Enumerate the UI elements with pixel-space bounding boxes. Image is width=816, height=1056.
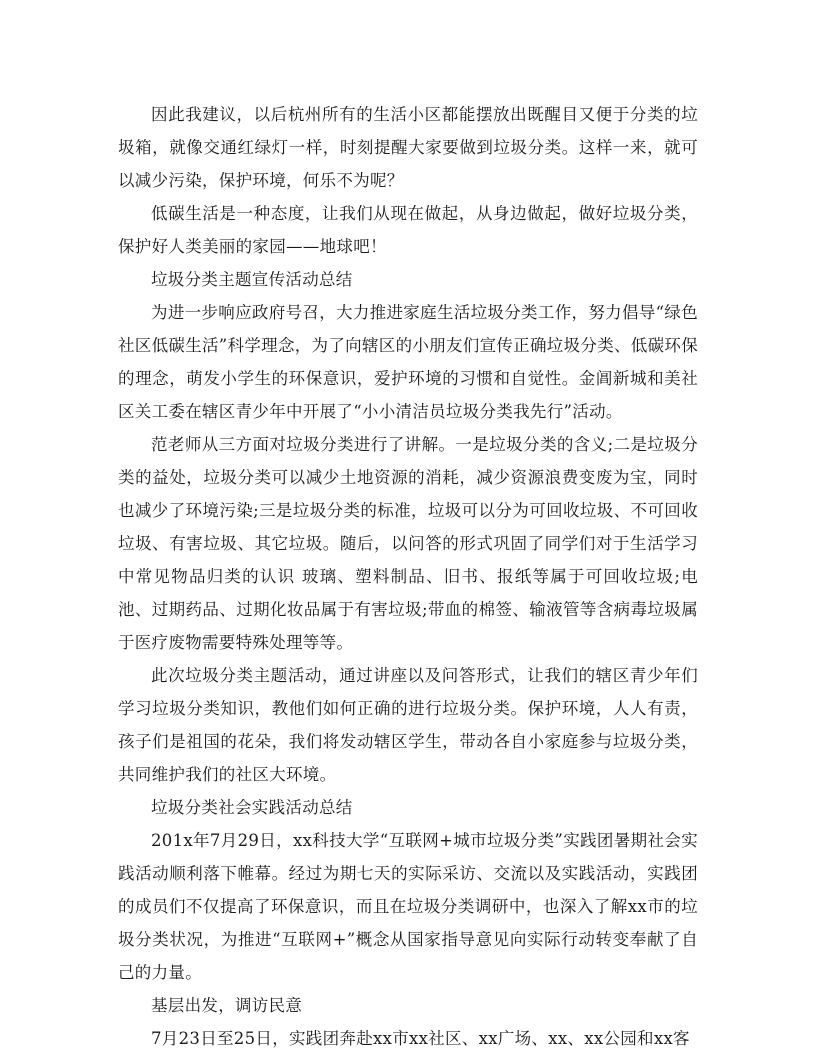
paragraph-activity-conclusion: 此次垃圾分类主题活动，通过讲座以及问答形式，让我们的辖区青少年们学习垃圾分类知识，教他们如何正确的进行垃圾分类。保护环境，人人有责，孩子们是祖国的花朵，我们将发动辖区学生，带动各自小家庭参与垃圾分类，共同维护我们的社区大环境。 — [118, 666, 698, 784]
section-heading-practice-summary: 垃圾分类社会实践活动总结 — [151, 798, 353, 817]
paragraph-low-carbon: 低碳生活是一种态度，让我们从现在做起，从身边做起，做好垃圾分类，保护好人类美丽的家园——地球吧！ — [118, 204, 698, 256]
section-heading-grassroots: 基层出发，调访民意 — [151, 996, 303, 1015]
paragraph-lecture-content: 范老师从三方面对垃圾分类进行了讲解。一是垃圾分类的含义;二是垃圾分类的益处，垃圾分类可以减少土地资源的消耗，减少资源浪费变废为宝，同时也减少了环境污染;三是垃圾分类的标准，垃圾可以分为可回收垃圾、不可回收垃圾、有害垃圾、其它垃圾。随后，以问答的形式巩固了同学们对于生活学习中常见物品归类的认识 玻璃、塑料制品、旧书、报纸等属于可回收垃圾;电池、过期药品、过期化妆品属于有害垃圾;带血的棉签、输液管等含病毒垃圾属于医疗废物需要特殊处理等等。 — [118, 435, 698, 652]
section-heading-promotion-summary: 垃圾分类主题宣传活动总结 — [151, 270, 353, 289]
paragraph-visit-schedule: 7月23日至25日，实践团奔赴xx市xx社区、xx广场、xx、xx公园和xx客 — [151, 1029, 690, 1048]
paragraph-suggestion: 因此我建议，以后杭州所有的生活小区都能摆放出既醒目又便于分类的垃圾箱，就像交通红绿灯一样，时刻提醒大家要做到垃圾分类。这样一来，就可以减少污染，保护环境，何乐不为呢？ — [118, 105, 698, 190]
paragraph-practice-team: 201x年7月29日，xx科技大学“互联网+城市垃圾分类”实践团暑期社会实践活动顺利落下帷幕。经过为期七天的实际采访、交流以及实践活动，实践团的成员们不仅提高了环保意识，而且在垃圾分类调研中，也深入了解xx市的垃圾分类状况，为推进“互联网+”概念从国家指导意见向实际行动转变奉献了自己的力量。 — [118, 831, 698, 982]
paragraph-community-activity: 为进一步响应政府号召，大力推进家庭生活垃圾分类工作，努力倡导“绿色社区低碳生活”科学理念，为了向辖区的小朋友们宣传正确垃圾分类、低碳环保的理念，萌发小学生的环保意识，爱护环境的习惯和自觉性。金阊新城和美社区关工委在辖区青少年中开展了“小小清洁员垃圾分类我先行”活动。 — [118, 303, 698, 421]
document-body — [118, 98, 698, 1055]
